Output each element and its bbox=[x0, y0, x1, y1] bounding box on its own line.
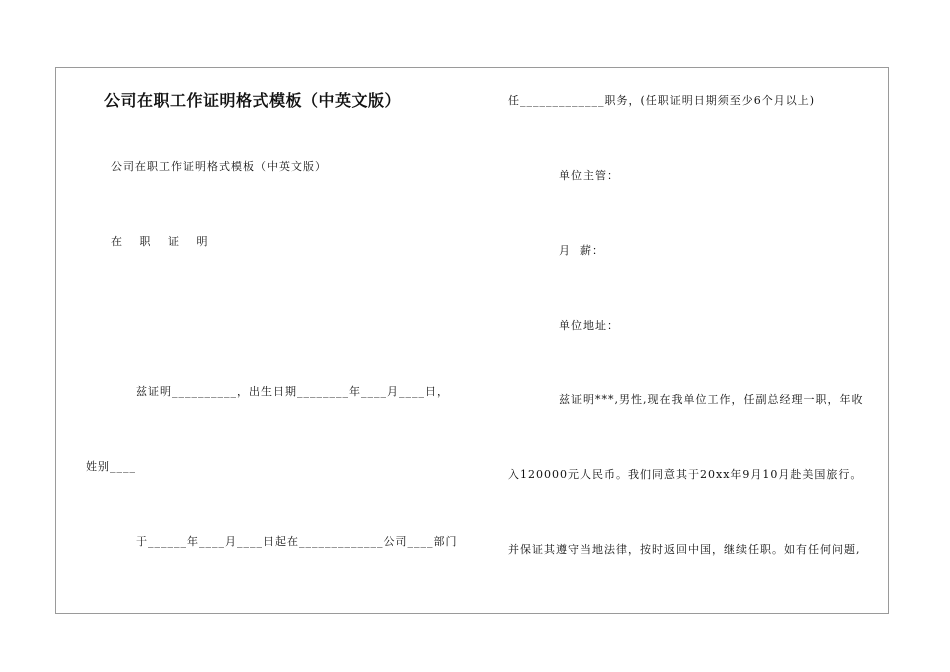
body-line-start-date: 于______年____月____日起在_____________公司____部门 bbox=[136, 535, 458, 548]
field-supervisor-label: 单位主管： bbox=[559, 169, 619, 182]
field-salary-label: 月 薪： bbox=[559, 244, 604, 257]
document-title: 公司在职工作证明格式模板（中英文版） bbox=[104, 91, 402, 110]
body-line-name-birthdate: 兹证明__________，出生日期________年____月____日， bbox=[136, 385, 449, 398]
page-frame bbox=[55, 67, 889, 614]
body-line-position: 任_____________职务，(任职证明日期须至少6个月以上) bbox=[508, 94, 816, 107]
field-address-label: 单位地址： bbox=[559, 319, 619, 332]
certificate-heading: 在 职 证 明 bbox=[111, 235, 215, 248]
document-subtitle: 公司在职工作证明格式模板（中英文版） bbox=[111, 160, 327, 173]
body-paragraph-line-2: 入120000元人民币。我们同意其于20xx年9月10月赴美国旅行。 bbox=[508, 468, 863, 481]
body-line-gender: 姓别____ bbox=[86, 460, 136, 473]
body-paragraph-line-1: 兹证明***,男性,现在我单位工作，任副总经理一职，年收 bbox=[559, 393, 864, 406]
body-paragraph-line-3: 并保证其遵守当地法律，按时返回中国，继续任职。如有任何问题, bbox=[508, 543, 861, 556]
